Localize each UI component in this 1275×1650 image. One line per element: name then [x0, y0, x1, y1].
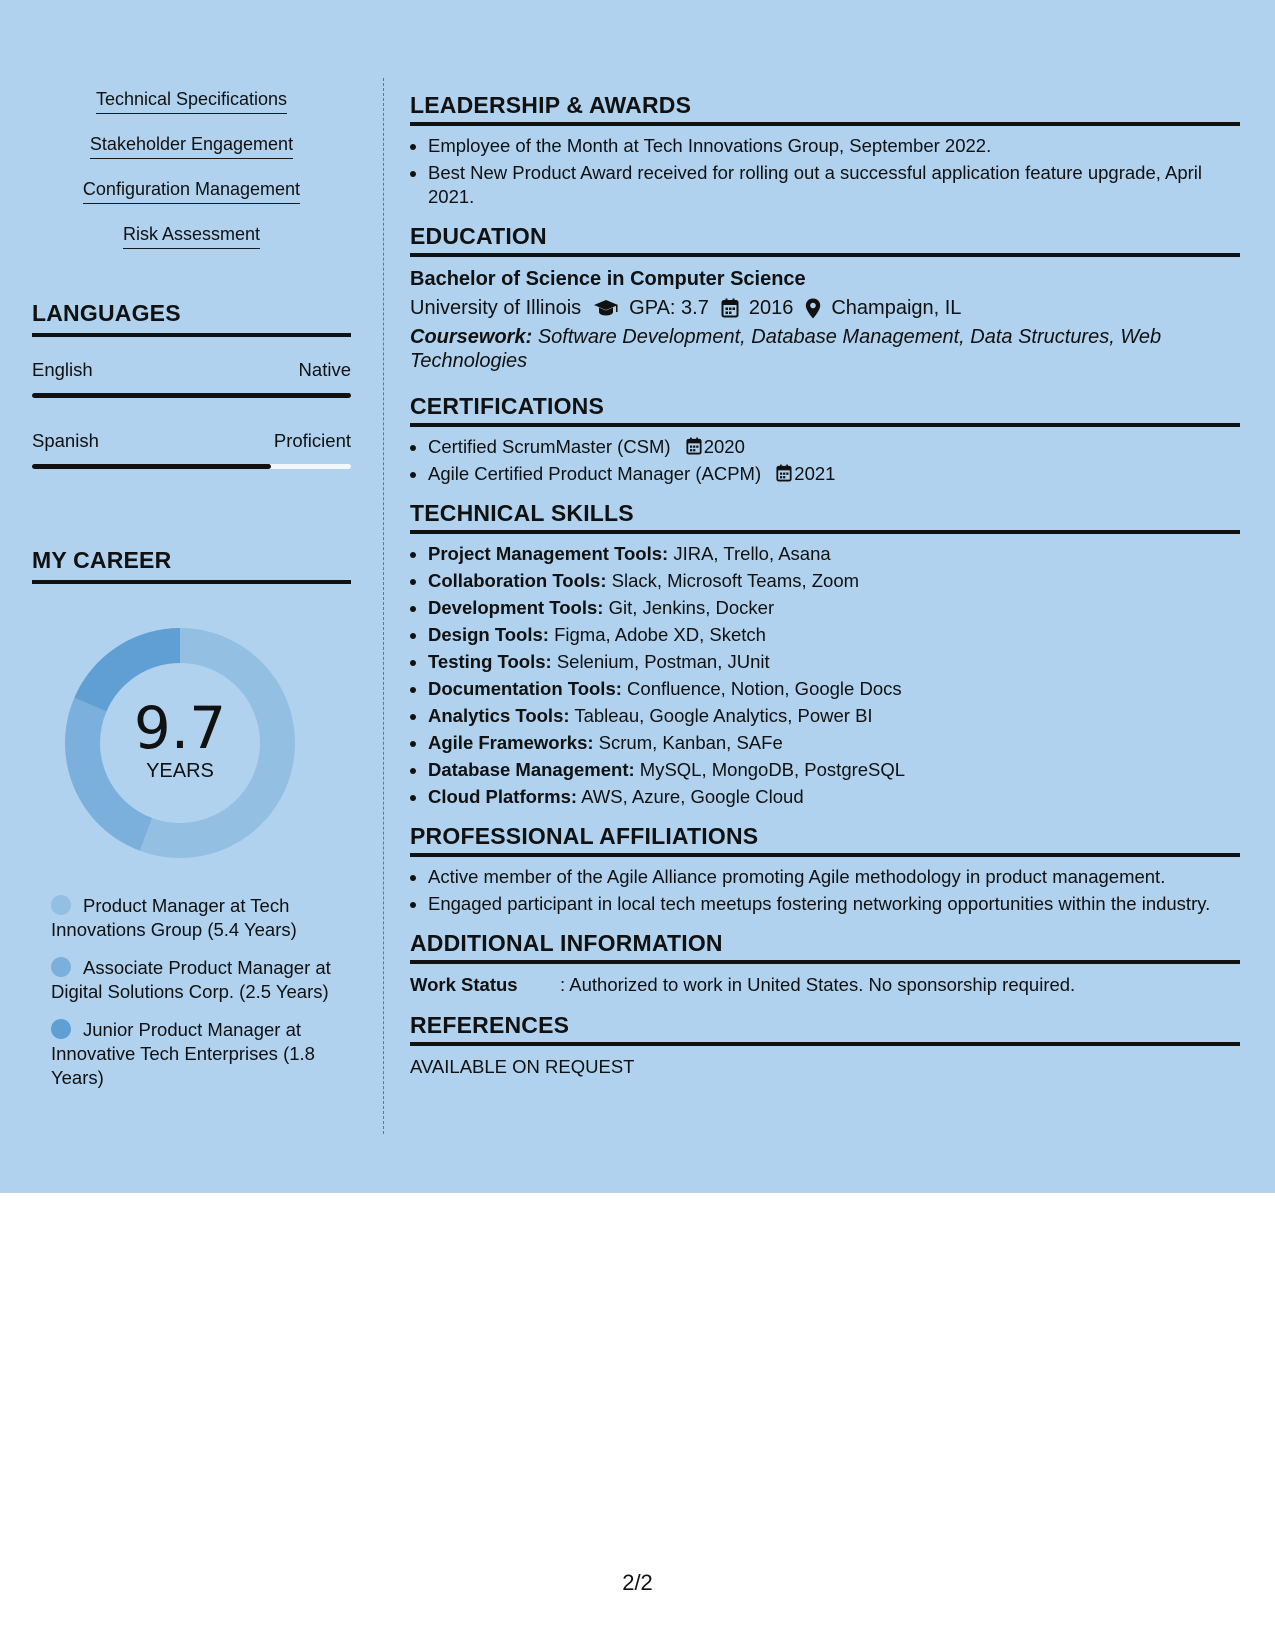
work-status-row	[410, 972, 1240, 998]
career-heading: MY CAREER	[32, 547, 351, 584]
leadership-item: • Employee of the Month at Tech Innovations Group, September 2022.	[428, 134, 1240, 158]
career-role-item	[51, 894, 331, 942]
technical-skill-item	[428, 596, 1240, 620]
education-degree: Bachelor of Science in Computer Science	[410, 268, 806, 290]
skill-category: Design Tools:	[428, 624, 549, 645]
page-number: 2/2	[622, 1570, 653, 1595]
technical-skills-section	[410, 500, 1240, 809]
career-role-item	[51, 1018, 331, 1090]
calendar-icon	[686, 437, 702, 455]
career-role-label: Product Manager at Tech Innovations Group (5.4 Years)	[51, 895, 297, 940]
certifications-heading: CERTIFICATIONS	[410, 393, 1240, 427]
skill-values: MySQL, MongoDB, PostgreSQL	[639, 759, 906, 780]
skill-values: Slack, Microsoft Teams, Zoom	[611, 570, 860, 591]
affiliation-item: • Active member of the Agile Alliance promoting Agile methodology in product management.	[428, 865, 1240, 889]
language-item	[32, 430, 351, 469]
skill-values: AWS, Azure, Google Cloud	[581, 786, 804, 807]
languages-heading: LANGUAGES	[32, 300, 351, 337]
technical-skill-item	[428, 758, 1240, 782]
skill-category: Agile Frameworks:	[428, 732, 594, 753]
language-bar	[32, 393, 351, 398]
career-role-list	[32, 894, 351, 1090]
references-heading: REFERENCES	[410, 1012, 1240, 1046]
languages-section	[32, 300, 351, 469]
leadership-item: • Best New Product Award received for rolling out a successful application feature upgrade, April 2021.	[428, 161, 1240, 209]
technical-skill-item	[428, 731, 1240, 755]
skill-tag: Stakeholder Engagement	[90, 133, 293, 159]
skill-tag: Risk Assessment	[123, 223, 260, 249]
column-divider	[383, 78, 384, 1134]
affiliations-heading: PROFESSIONAL AFFILIATIONS	[410, 823, 1240, 857]
additional-info-section	[410, 930, 1240, 998]
education-heading: EDUCATION	[410, 223, 1240, 257]
career-role-label: Junior Product Manager at Innovative Tech Enterprises (1.8 Years)	[51, 1019, 315, 1088]
skill-values: Tableau, Google Analytics, Power BI	[574, 705, 873, 726]
affiliation-item: • Engaged participant in local tech meetups fostering networking opportunities within the industry.	[428, 892, 1240, 916]
language-item	[32, 359, 351, 398]
certification-year: 2020	[703, 436, 745, 457]
career-role-item	[51, 956, 331, 1004]
skill-values: Scrum, Kanban, SAFe	[598, 732, 783, 753]
skill-values: Git, Jenkins, Docker	[608, 597, 775, 618]
technical-skill-item	[428, 785, 1240, 809]
language-name: Spanish	[32, 430, 99, 451]
language-bar	[32, 464, 351, 469]
right-column	[410, 92, 1240, 1094]
affiliations-section	[410, 823, 1240, 916]
career-total-years: 9.7	[133, 694, 227, 762]
leadership-heading: LEADERSHIP & AWARDS	[410, 92, 1240, 126]
skill-tag: Technical Specifications	[96, 88, 287, 114]
technical-skill-item	[428, 677, 1240, 701]
language-level: Proficient	[273, 430, 351, 451]
technical-skills-heading: TECHNICAL SKILLS	[410, 500, 1240, 534]
skill-category: Project Management Tools:	[428, 543, 669, 564]
education-coursework	[410, 325, 1240, 373]
certification-item	[428, 435, 1240, 459]
technical-skill-item	[428, 650, 1240, 674]
certification-name: Agile Certified Product Manager (ACPM)	[428, 463, 762, 484]
technical-skill-item	[428, 542, 1240, 566]
career-donut-chart	[65, 628, 295, 858]
calendar-icon	[776, 464, 792, 482]
skill-category: Cloud Platforms:	[428, 786, 578, 807]
career-section	[32, 547, 351, 1090]
language-bar-fill	[32, 464, 271, 469]
career-role-label: Associate Product Manager at Digital Solutions Corp. (2.5 Years)	[51, 957, 331, 1002]
career-role-dot	[51, 895, 71, 915]
left-column	[32, 84, 351, 1104]
certification-year: 2021	[794, 463, 836, 484]
coursework-label: Coursework:	[410, 326, 533, 348]
skill-category: Development Tools:	[428, 597, 604, 618]
skill-category: Analytics Tools:	[428, 705, 570, 726]
language-level: Native	[298, 359, 351, 380]
skill-category: Testing Tools:	[428, 651, 552, 672]
technical-skill-item	[428, 623, 1240, 647]
work-status-value: : Authorized to work in United States. No sponsorship required.	[560, 974, 1076, 995]
language-bar-fill	[32, 393, 351, 398]
skill-values: JIRA, Trello, Asana	[673, 543, 831, 564]
calendar-icon	[721, 298, 739, 318]
technical-skill-item	[428, 704, 1240, 728]
references-section	[410, 1012, 1240, 1080]
certification-name: Certified ScrumMaster (CSM)	[428, 436, 671, 457]
certification-item	[428, 462, 1240, 486]
skill-category: Collaboration Tools:	[428, 570, 607, 591]
skill-tags	[32, 84, 351, 264]
skill-category: Database Management:	[428, 759, 635, 780]
education-location: Champaign, IL	[831, 297, 962, 319]
career-role-dot	[51, 957, 71, 977]
map-pin-icon	[805, 298, 821, 319]
skill-values: Selenium, Postman, JUnit	[556, 651, 770, 672]
coursework-value: Software Development, Database Management, Data Structures, Web Technologies	[410, 326, 1162, 372]
references-text: AVAILABLE ON REQUEST	[410, 1056, 635, 1077]
certifications-section	[410, 393, 1240, 486]
skill-values: Confluence, Notion, Google Docs	[627, 678, 902, 699]
career-role-dot	[51, 1019, 71, 1039]
skill-values: Figma, Adobe XD, Sketch	[554, 624, 766, 645]
leadership-section	[410, 92, 1240, 209]
education-gpa: GPA: 3.7	[629, 297, 709, 319]
career-total-unit: YEARS	[146, 760, 214, 782]
technical-skill-item	[428, 569, 1240, 593]
skill-tag: Configuration Management	[83, 178, 300, 204]
work-status-label: Work Status	[410, 974, 518, 995]
skill-category: Documentation Tools:	[428, 678, 622, 699]
education-section	[410, 223, 1240, 373]
education-school: University of Illinois	[410, 297, 582, 319]
additional-info-heading: ADDITIONAL INFORMATION	[410, 930, 1240, 964]
graduation-cap-icon	[593, 299, 619, 317]
language-name: English	[32, 359, 93, 380]
education-year: 2016	[748, 297, 794, 319]
education-meta	[410, 293, 1240, 323]
